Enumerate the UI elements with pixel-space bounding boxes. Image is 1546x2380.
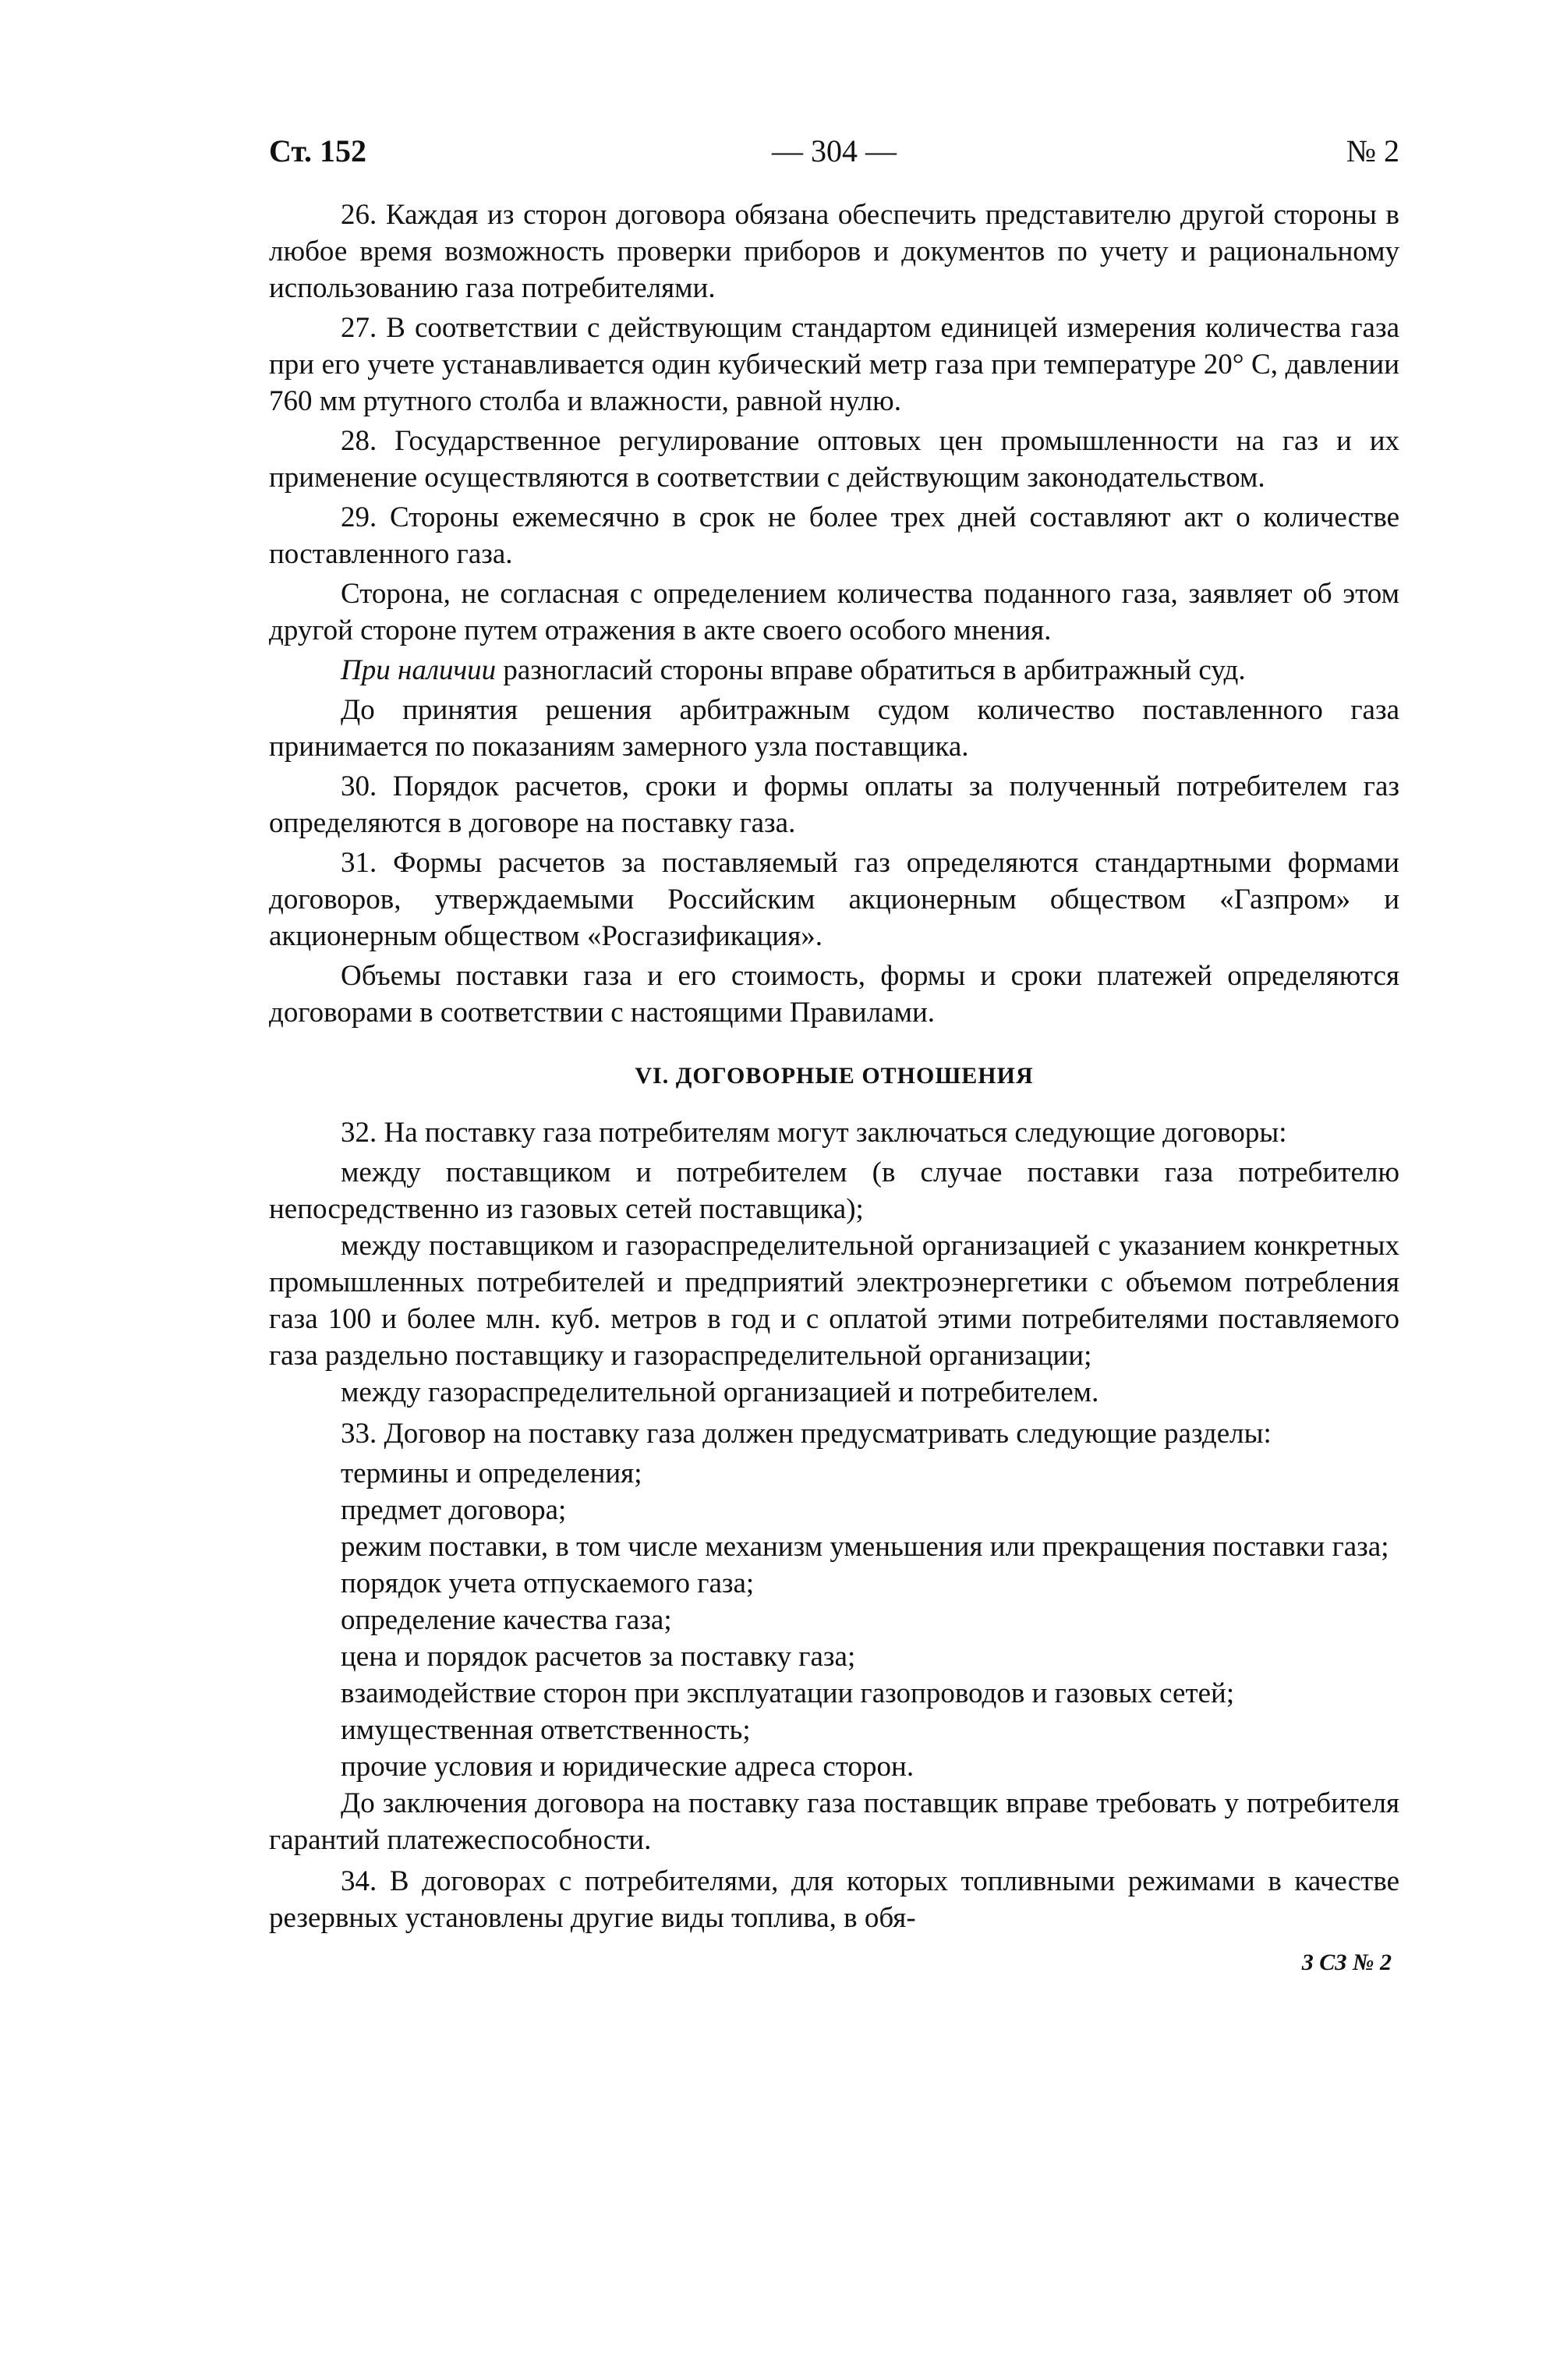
page-signature: 3 СЗ № 2: [1301, 1950, 1392, 1975]
list-item: имущественная ответственность;: [341, 1714, 751, 1746]
paragraph-29: 29. Стороны ежемесячно в срок не более трех дней составляют акт о количестве поставленного газа.: [269, 501, 1399, 570]
paragraph-30: 30. Порядок расчетов, сроки и формы оплаты за полученный потребителем газ определяются в договоре на поставку газа.: [269, 770, 1399, 839]
paragraph-33-guarantees: До заключения договора на поставку газа поставщик вправе требовать у потребителя гарантий платежеспособности.: [269, 1787, 1399, 1856]
page-number: — 304 —: [772, 133, 897, 168]
paragraph-34: 34. В договорах с потребителями, для которых топливными режимами в качестве резервных установлены другие виды топлива, в обя-: [269, 1865, 1399, 1934]
document-page: [269, 133, 1399, 1981]
section-heading: VI. ДОГОВОРНЫЕ ОТНОШЕНИЯ: [635, 1063, 1034, 1089]
list-item: режим поставки, в том числе механизм уменьшения или прекращения поставки газа;: [341, 1531, 1389, 1563]
list-item: прочие условия и юридические адреса сторон.: [341, 1751, 915, 1783]
paragraph-27: 27. В соответствии с действующим стандартом единицей измерения количества газа при его учете устанавливается один кубический метр газа при температуре 20° С, давлении 760 мм ртутного столба и влажности, равной нулю.: [269, 312, 1399, 417]
paragraph-29-disagreement: Сторона, не согласная с определением количества поданного газа, заявляет об этом другой стороне путем отражения в акте своего особого мнения.: [269, 578, 1399, 646]
issue-number: № 2: [1346, 133, 1399, 168]
document-body: [269, 197, 1399, 1981]
list-item: взаимодействие сторон при эксплуатации газопроводов и газовых сетей;: [341, 1677, 1235, 1709]
article-number: Ст. 152: [269, 133, 366, 168]
list-item: между поставщиком и газораспределительной организацией с указанием конкретных промышленных потребителей и предприятий электроэнергетики с объемом потребления газа 100 и более млн. куб. метров в год и с оплатой этими потребителями поставляемого газа раздельно поставщику и газораспределительной организации;: [269, 1230, 1399, 1372]
paragraph-26: 26. Каждая из сторон договора обязана обеспечить представителю другой стороны в любое время возможность проверки приборов и документов по учету и рациональному использованию газа потребителями.: [269, 199, 1399, 304]
list-item: термины и определения;: [341, 1457, 642, 1489]
paragraph-29-arbitration-rest: разногласий стороны вправе обратиться в арбитражный суд.: [496, 654, 1246, 686]
paragraph-29-arbitration: [269, 652, 1399, 689]
paragraph-33: 33. Договор на поставку газа должен предусматривать следующие разделы:: [341, 1418, 1272, 1450]
paragraph-28: 28. Государственное регулирование оптовых цен промышленности на газ и их применение осуществляются в соответствии с действующим законодательством.: [269, 425, 1399, 494]
list-item: предмет договора;: [341, 1494, 567, 1526]
list-item: между поставщиком и потребителем (в случае поставки газа потребителю непосредственно из газовых сетей поставщика);: [269, 1156, 1399, 1225]
list-item: определение качества газа;: [341, 1604, 672, 1636]
list-item: порядок учета отпускаемого газа;: [341, 1567, 755, 1599]
paragraph-31-volumes: Объемы поставки газа и его стоимость, формы и сроки платежей определяются договорами в соответствии с настоящими Правилами.: [269, 960, 1399, 1029]
italic-phrase: При наличии: [341, 654, 497, 686]
paragraph-29-before-decision: До принятия решения арбитражным судом количество поставленного газа принимается по показаниям замерного узла поставщика.: [269, 694, 1399, 763]
list-item: цена и порядок расчетов за поставку газа;: [341, 1641, 856, 1673]
paragraph-32: 32. На поставку газа потребителям могут заключаться следующие договоры:: [341, 1117, 1287, 1149]
paragraph-31: 31. Формы расчетов за поставляемый газ определяются стандартными формами договоров, утверждаемыми Российским акционерным обществом «Газпром» и акционерным обществом «Росгазификация».: [269, 847, 1399, 952]
list-item: между газораспределительной организацией и потребителем.: [341, 1376, 1099, 1408]
running-head: [269, 133, 1399, 179]
